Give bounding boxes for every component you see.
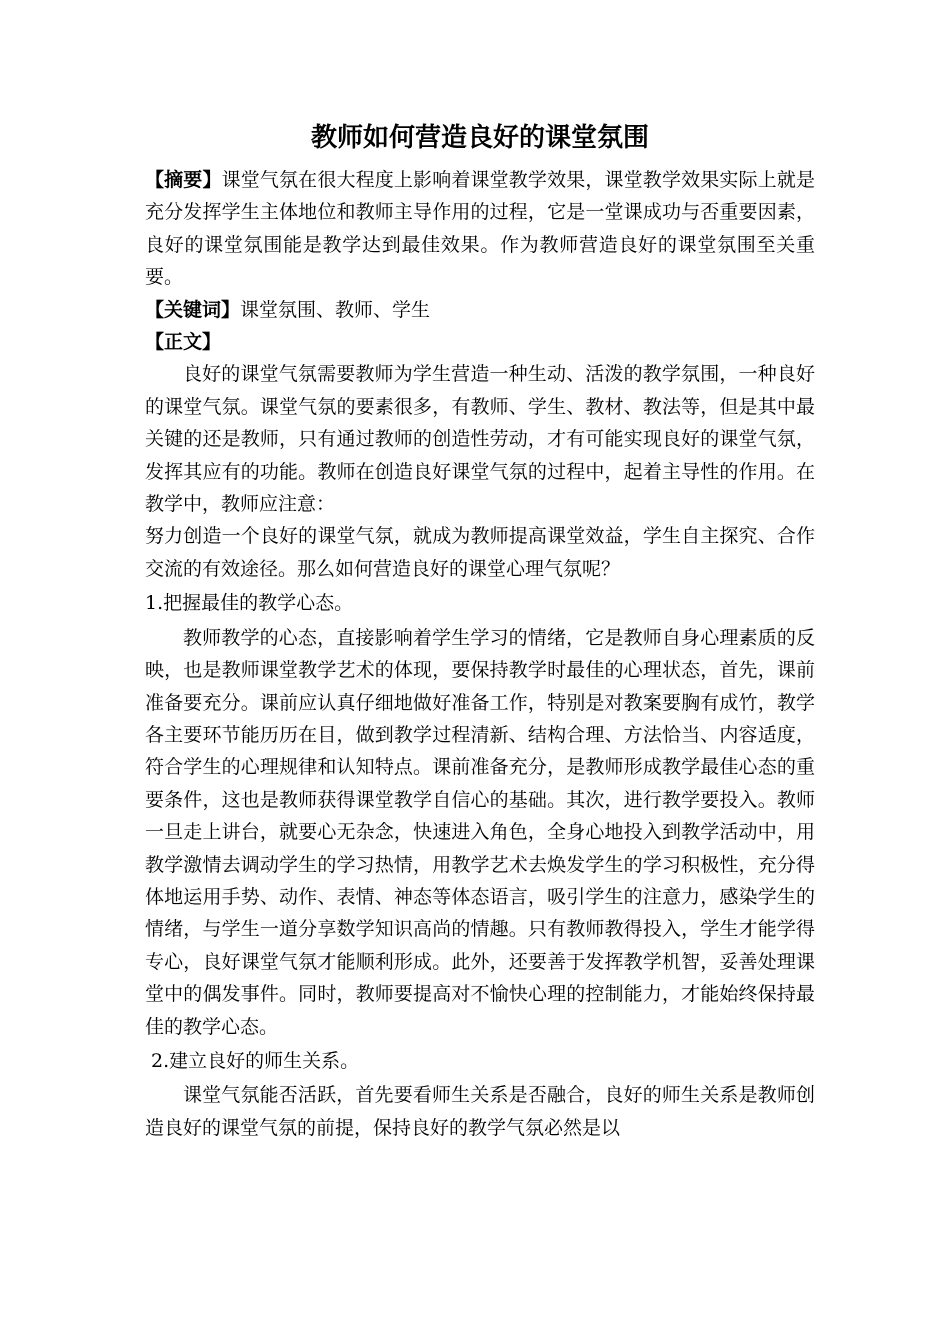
abstract-paragraph bbox=[145, 164, 815, 294]
section-1-paragraph: 教师教学的心态，直接影响着学生学习的情绪，它是教师自身心理素质的反映，也是教师课堂教学艺术的体现，要保持教学时最佳的心理状态，首先，课前准备要充分。课前应认真仔细地做好准备工作，特别是对教案要胸有成竹，教学各主要环节能历历在目，做到教学过程清新、结构合理、方法恰当、内容适度，符合学生的心理规律和认知特点。课前准备充分，是教师形成教学最佳心态的重要条件，这也是教师获得课堂教学自信心的基础。其次，进行教学要投入。教师一旦走上讲台，就要心无杂念，快速进入角色，全身心地投入到教学活动中，用教学激情去调动学生的学习热情，用教学艺术去焕发学生的学习积极性，充分得体地运用手势、动作、表情、神态等体态语言，吸引学生的注意力，感染学生的情绪，与学生一道分享数学知识高尚的情趣。只有教师教得投入，学生才能学得专心，良好课堂气氛才能顺利形成。此外，还要善于发挥教学机智，妥善处理课堂中的偶发事件。同时，教师要提高对不愉快心理的控制能力，才能始终保持最佳的教学心态。 bbox=[145, 626, 815, 1038]
keywords-label: 【关键词】 bbox=[145, 298, 241, 321]
abstract-text: 课堂气氛在很大程度上影响着课堂教学效果，课堂教学效果实际上就是充分发挥学生主体地位和教师主导作用的过程，它是一堂课成功与否重要因素，良好的课堂氛围能是教学达到最佳效果。作为教师营造良好的课堂氛围至关重要。 bbox=[145, 169, 815, 289]
body-paragraph-1: 良好的课堂气氛需要教师为学生营造一种生动、活泼的教学氛围，一种良好的课堂气氛。课堂气氛的要素很多，有教师、学生、教材、教法等，但是其中最关键的还是教师，只有通过教师的创造性劳动，才有可能实现良好的课堂气氛，发挥其应有的功能。教师在创造良好课堂气氛的过程中，起着主导性的作用。在教学中，教师应注意： bbox=[145, 363, 815, 516]
section-1-heading: 1.把握最佳的教学心态。 bbox=[145, 592, 354, 615]
section-2-heading: 2.建立良好的师生关系。 bbox=[151, 1049, 360, 1072]
keywords-line bbox=[145, 294, 815, 326]
body-label: 【正文】 bbox=[145, 331, 222, 354]
body-paragraph-2: 努力创造一个良好的课堂气氛，就成为教师提高课堂效益，学生自主探究、合作交流的有效途径。那么如何营造良好的课堂心理气氛呢？ bbox=[145, 525, 815, 580]
keywords-text: 课堂氛围、教师、学生 bbox=[240, 298, 431, 321]
document-page bbox=[145, 118, 815, 1144]
document-title: 教师如何营造良好的课堂氛围 bbox=[310, 123, 649, 153]
body-label-line bbox=[145, 326, 815, 358]
abstract-label: 【摘要】 bbox=[145, 169, 222, 191]
section-2-paragraph: 课堂气氛能否活跃，首先要看师生关系是否融合，良好的师生关系是教师创造良好的课堂气氛的前提，保持良好的教学气氛必然是以 bbox=[145, 1084, 815, 1139]
